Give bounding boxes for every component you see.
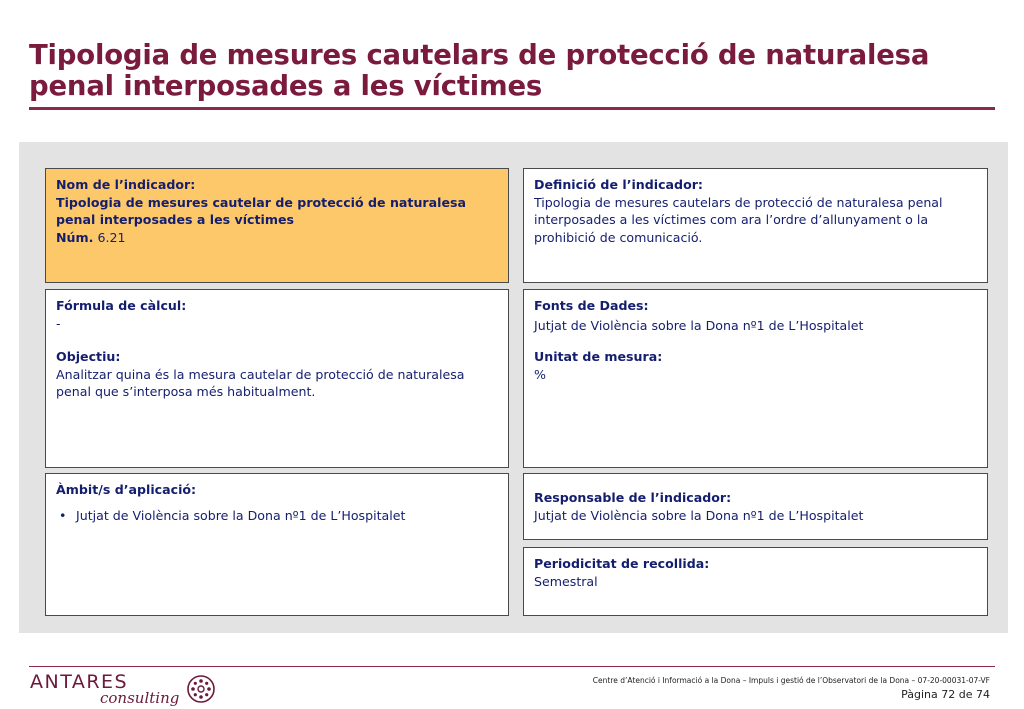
page-title: Tipologia de mesures cautelars de protecció de naturalesa penal interposades a les víctimes <box>29 39 930 102</box>
indicator-number-label: Núm. <box>56 229 94 245</box>
antares-logo <box>30 672 230 708</box>
formula-label: Fórmula de càlcul: <box>56 298 187 313</box>
indicator-name-value: Tipologia de mesures cautelar de protecció de naturalesa penal interposades a les víctimes <box>56 194 466 227</box>
scope-box <box>45 473 509 616</box>
definition-value: Tipologia de mesures cautelars de protecció de naturalesa penal interposades a les víctimes com ara l’ordre d’allunyament o la prohibició de comunicació. <box>534 194 943 245</box>
responsible-box <box>523 473 988 540</box>
sources-label: Fonts de Dades: <box>534 298 649 313</box>
periodicity-label: Periodicitat de recollida: <box>534 556 710 571</box>
formula-value: - <box>56 315 61 331</box>
indicator-number-value: 6.21 <box>97 229 126 245</box>
scope-label: Àmbit/s d’aplicació: <box>56 482 197 497</box>
indicator-number <box>56 229 498 247</box>
logo-wordmark: ANTARES <box>30 671 129 693</box>
responsible-label: Responsable de l’indicador: <box>534 490 732 505</box>
scope-list-item: • Jutjat de Violència sobre la Dona nº1 de L’Hospitalet <box>76 507 498 525</box>
definition-box <box>523 168 988 283</box>
sources-box <box>523 289 988 468</box>
periodicity-box <box>523 547 988 616</box>
objective-label: Objectiu: <box>56 349 121 364</box>
objective-value: Analitzar quina és la mesura cautelar de protecció de naturalesa penal que s’interposa més habitualment. <box>56 366 465 399</box>
scope-list <box>56 507 498 525</box>
footer-divider <box>29 666 995 667</box>
indicator-name-box <box>45 168 509 283</box>
sources-value: Jutjat de Violència sobre la Dona nº1 de L’Hospitalet <box>534 317 864 333</box>
definition-label: Definició de l’indicador: <box>534 177 703 192</box>
formula-box <box>45 289 509 468</box>
responsible-value: Jutjat de Violència sobre la Dona nº1 de L’Hospitalet <box>534 507 864 523</box>
indicator-name-label: Nom de l’indicador: <box>56 177 196 192</box>
logo-subtitle: consulting <box>100 689 180 707</box>
page-number: Pàgina 72 de 74 <box>901 688 990 701</box>
footer-caption: Centre d’Atenció i Informació a la Dona – Impuls i gestió de l’Observatori de la Dona – 07-20-00031-07-VF <box>592 676 990 685</box>
unit-value: % <box>534 366 546 382</box>
periodicity-value: Semestral <box>534 573 598 589</box>
logo-emblem-icon <box>186 674 216 704</box>
title-divider <box>29 107 995 110</box>
unit-label: Unitat de mesura: <box>534 349 663 364</box>
